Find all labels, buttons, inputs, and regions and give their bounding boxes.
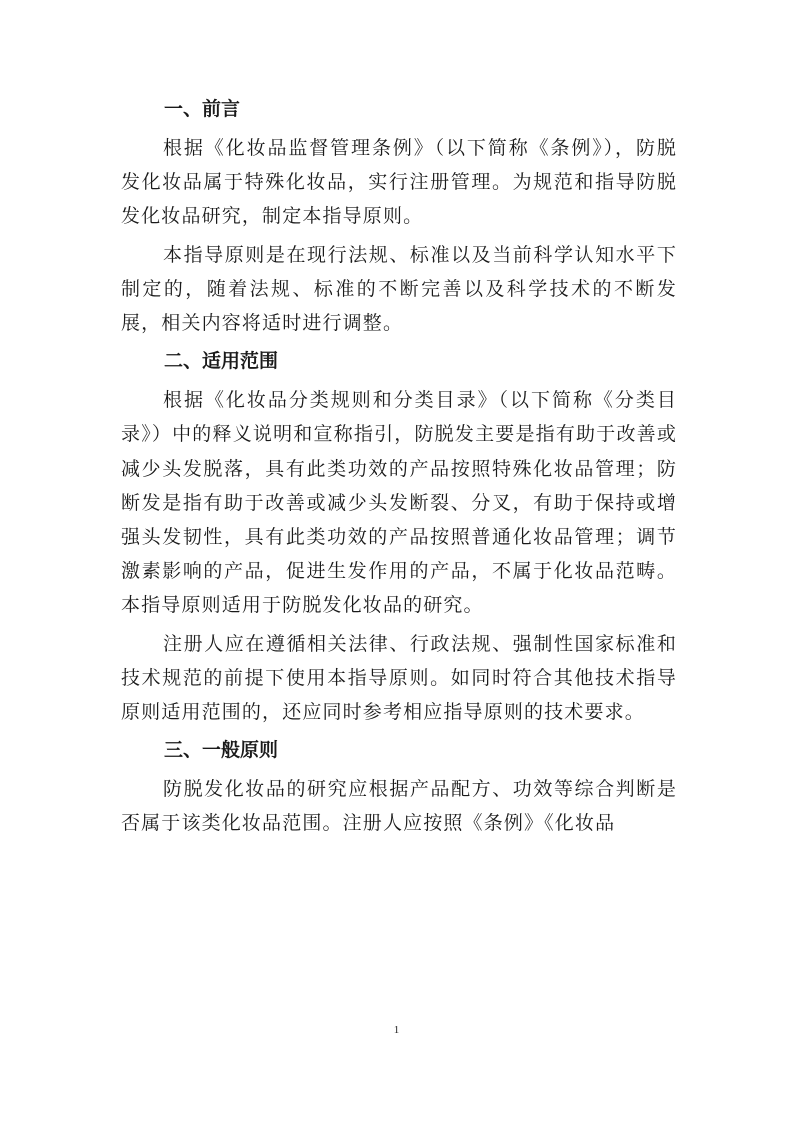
paragraph: 本指导原则是在现行法规、标准以及当前科学认知水平下制定的，随着法规、标准的不断完善以及科学技术的不断发展，相关内容将适时进行调整。 (121, 243, 677, 335)
paragraph: 注册人应在遵循相关法律、行政法规、强制性国家标准和技术规范的前提下使用本指导原则。如同时符合其他技术指导原则适用范围的，还应同时参考相应指导原则的技术要求。 (121, 632, 677, 724)
document-body (121, 92, 677, 845)
paragraph: 防脱发化妆品的研究应根据产品配方、功效等综合判断是否属于该类化妆品范围。注册人应按照《条例》《化妆品 (121, 778, 677, 835)
section-heading-scope: 二、适用范围 (164, 350, 279, 373)
section-heading-preface: 一、前言 (164, 98, 241, 120)
section-heading-general-principles: 三、一般原则 (164, 739, 279, 762)
paragraph: 根据《化妆品分类规则和分类目录》（以下简称《分类目录》）中的释义说明和宣称指引，防脱发主要是指有助于改善或减少头发脱落，具有此类功效的产品按照特殊化妆品管理；防断发是指有助于改善或减少头发断裂、分叉，有助于保持或增强头发韧性，具有此类功效的产品按照普通化妆品管理；调节激素影响的产品，促进生发作用的产品，不属于化妆品范畴。本指导原则适用于防脱发化妆品的研究。 (121, 389, 677, 617)
page-number: 1 (393, 1024, 400, 1036)
paragraph: 根据《化妆品监督管理条例》（以下简称《条例》），防脱发化妆品属于特殊化妆品，实行注册管理。为规范和指导防脱发化妆品研究，制定本指导原则。 (121, 137, 677, 228)
